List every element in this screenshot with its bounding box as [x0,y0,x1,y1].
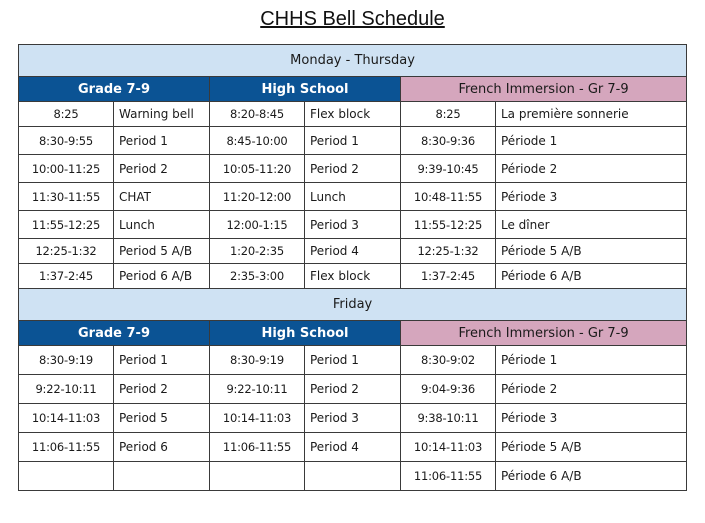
period-cell: Période 2 [496,375,687,404]
period-cell: Period 1 [305,127,401,155]
time-cell: 2:35-3:00 [210,264,305,289]
period-cell: Flex block [305,102,401,127]
period-cell: Période 1 [496,346,687,375]
table-row [19,183,687,211]
french-immersion-header: French Immersion - Gr 7-9 [401,77,687,102]
time-cell: 10:05-11:20 [210,155,305,183]
period-cell: Period 1 [305,346,401,375]
period-cell: Période 5 A/B [496,239,687,264]
period-cell: Lunch [114,211,210,239]
page-title: CHHS Bell Schedule [260,8,445,30]
period-cell: Flex block [305,264,401,289]
time-cell: 11:55-12:25 [401,211,496,239]
section-title: Friday [19,289,687,321]
time-cell: 9:39-10:45 [401,155,496,183]
time-cell: 12:25-1:32 [19,239,114,264]
time-cell: 9:22-10:11 [210,375,305,404]
time-cell: 10:48-11:55 [401,183,496,211]
time-cell: 8:30-9:36 [401,127,496,155]
period-cell: Période 1 [496,127,687,155]
period-cell: Période 6 A/B [496,264,687,289]
period-cell: Période 3 [496,404,687,433]
time-cell: 1:37-2:45 [401,264,496,289]
group-header-row [19,77,687,102]
table-row [19,102,687,127]
table-row [19,346,687,375]
time-cell: 8:30-9:02 [401,346,496,375]
grade-7-9-header: Grade 7-9 [19,321,210,346]
time-cell: 8:45-10:00 [210,127,305,155]
period-cell: Period 2 [114,155,210,183]
period-cell: Period 5 A/B [114,239,210,264]
period-cell: Period 3 [305,211,401,239]
section-header-row [19,289,687,321]
period-cell: Period 4 [305,433,401,462]
period-cell: La première sonnerie [496,102,687,127]
time-cell: 8:20-8:45 [210,102,305,127]
time-cell: 8:25 [19,102,114,127]
table-row [19,404,687,433]
table-row [19,127,687,155]
table-row [19,264,687,289]
time-cell: 11:06-11:55 [210,433,305,462]
time-cell: 9:22-10:11 [19,375,114,404]
time-cell: 8:30-9:55 [19,127,114,155]
time-cell: 1:20-2:35 [210,239,305,264]
period-cell [114,462,210,491]
period-cell: Le dîner [496,211,687,239]
period-cell: Period 6 A/B [114,264,210,289]
period-cell: Period 1 [114,346,210,375]
time-cell: 12:00-1:15 [210,211,305,239]
time-cell: 11:30-11:55 [19,183,114,211]
section-header-row [19,45,687,77]
time-cell: 11:06-11:55 [19,433,114,462]
group-header-row [19,321,687,346]
period-cell: Période 2 [496,155,687,183]
time-cell: 8:30-9:19 [210,346,305,375]
high-school-header: High School [210,321,401,346]
time-cell: 11:55-12:25 [19,211,114,239]
time-cell [19,462,114,491]
table-row [19,211,687,239]
time-cell: 9:04-9:36 [401,375,496,404]
period-cell: Period 6 [114,433,210,462]
period-cell [305,462,401,491]
period-cell: Period 4 [305,239,401,264]
time-cell: 11:06-11:55 [401,462,496,491]
table-row [19,155,687,183]
period-cell: Période 3 [496,183,687,211]
french-immersion-header: French Immersion - Gr 7-9 [401,321,687,346]
period-cell: Period 2 [114,375,210,404]
period-cell: Period 2 [305,155,401,183]
time-cell: 1:37-2:45 [19,264,114,289]
period-cell: Warning bell [114,102,210,127]
table-row [19,239,687,264]
time-cell: 8:30-9:19 [19,346,114,375]
time-cell: 11:20-12:00 [210,183,305,211]
period-cell: Period 1 [114,127,210,155]
period-cell: Period 5 [114,404,210,433]
section-title: Monday - Thursday [19,45,687,77]
table-row [19,433,687,462]
period-cell: CHAT [114,183,210,211]
time-cell: 10:14-11:03 [19,404,114,433]
time-cell: 8:25 [401,102,496,127]
period-cell: Lunch [305,183,401,211]
period-cell: Period 3 [305,404,401,433]
table-row [19,462,687,491]
period-cell: Période 6 A/B [496,462,687,491]
bell-schedule-table [18,44,687,491]
time-cell: 10:14-11:03 [401,433,496,462]
time-cell [210,462,305,491]
time-cell: 9:38-10:11 [401,404,496,433]
period-cell: Période 5 A/B [496,433,687,462]
time-cell: 12:25-1:32 [401,239,496,264]
table-row [19,375,687,404]
grade-7-9-header: Grade 7-9 [19,77,210,102]
period-cell: Period 2 [305,375,401,404]
time-cell: 10:14-11:03 [210,404,305,433]
high-school-header: High School [210,77,401,102]
time-cell: 10:00-11:25 [19,155,114,183]
